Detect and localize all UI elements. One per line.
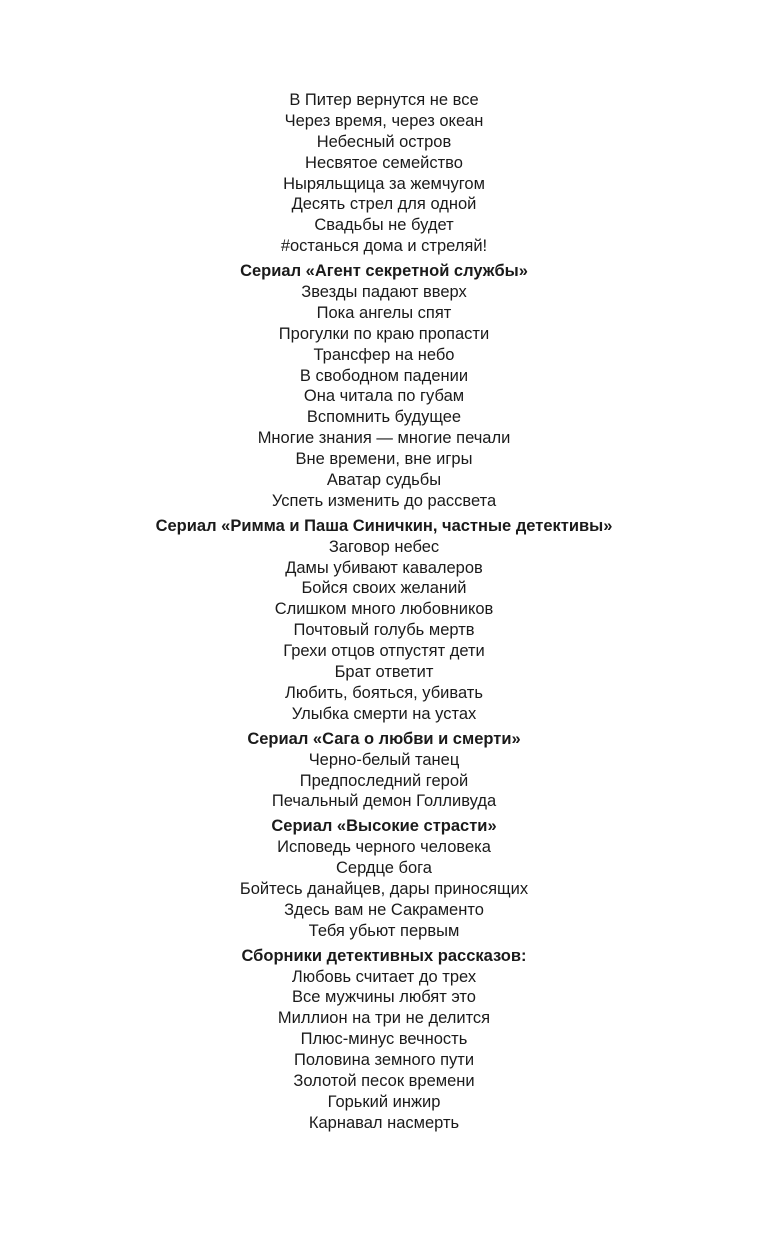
book-title: Дамы убивают кавалеров bbox=[285, 558, 483, 577]
book-title: Многие знания — многие печали bbox=[257, 429, 511, 448]
book-title: Миллион на три не делится bbox=[277, 1009, 491, 1028]
book-title: #останься дома и стреляй! bbox=[280, 237, 488, 256]
book-title: В Питер вернутся не все bbox=[289, 91, 479, 109]
book-title: Карнавал насмерть bbox=[308, 1113, 460, 1132]
book-title: Половина земного пути bbox=[293, 1051, 475, 1070]
book-section bbox=[0, 729, 768, 813]
book-title: Любить, бояться, убивать bbox=[285, 683, 483, 702]
book-title: Исповедь черного человека bbox=[277, 838, 491, 857]
book-title: Прогулки по краю пропасти bbox=[278, 324, 490, 343]
series-heading: Сериал «Римма и Паша Синичкин, частные детективы» bbox=[155, 516, 613, 535]
book-section bbox=[0, 516, 768, 725]
book-title: Здесь вам не Сакраменто bbox=[284, 900, 484, 919]
book-title: Печальный демон Голливуда bbox=[271, 792, 497, 811]
series-heading: Сериал «Агент секретной службы» bbox=[240, 262, 528, 281]
book-title: Свадьбы не будет bbox=[314, 216, 454, 235]
book-title: Вспомнить будущее bbox=[306, 408, 462, 427]
book-title: Трансфер на небо bbox=[313, 345, 455, 364]
book-section bbox=[0, 261, 768, 512]
book-title: Слишком много любовников bbox=[274, 600, 494, 619]
book-title: Горький инжир bbox=[327, 1092, 441, 1111]
book-title: Звезды падают вверх bbox=[301, 283, 467, 302]
book-title: Плюс-минус вечность bbox=[300, 1030, 468, 1049]
book-section bbox=[0, 816, 768, 941]
series-heading: Сборники детективных рассказов: bbox=[241, 946, 527, 965]
book-title: В свободном падении bbox=[299, 366, 469, 385]
book-title: Грехи отцов отпустят дети bbox=[283, 642, 485, 661]
book-title: Она читала по губам bbox=[303, 387, 465, 406]
book-title: Несвятое семейство bbox=[305, 153, 463, 172]
book-title: Бойся своих желаний bbox=[301, 579, 467, 598]
book-title: Вне времени, вне игры bbox=[295, 450, 473, 469]
book-title: Черно-белый танец bbox=[308, 750, 460, 769]
book-title: Почтовый голубь мертв bbox=[293, 621, 475, 640]
book-title: Предпоследний герой bbox=[299, 771, 469, 790]
book-title: Любовь считает до трех bbox=[291, 967, 477, 986]
book-title: Тебя убьют первым bbox=[308, 921, 460, 940]
book-title: Заговор небес bbox=[328, 537, 440, 556]
book-title: Брат ответит bbox=[334, 663, 434, 682]
book-title: Небесный остров bbox=[316, 132, 452, 151]
book-title: Пока ангелы спят bbox=[316, 303, 452, 322]
book-title: Улыбка смерти на устах bbox=[291, 704, 477, 723]
book-title: Ныряльщица за жемчугом bbox=[283, 174, 485, 193]
series-heading: Сериал «Сага о любви и смерти» bbox=[247, 729, 521, 748]
book-title: Сердце бога bbox=[335, 859, 432, 878]
book-title: Десять стрел для одной bbox=[291, 195, 477, 214]
book-title: Бойтесь данайцев, дары приносящих bbox=[239, 879, 529, 898]
book-title: Успеть изменить до рассвета bbox=[271, 491, 497, 510]
book-title: Через время, через океан bbox=[284, 111, 484, 130]
book-title: Аватар судьбы bbox=[326, 471, 442, 490]
series-heading: Сериал «Высокие страсти» bbox=[271, 817, 497, 836]
book-title: Золотой песок времени bbox=[293, 1071, 475, 1090]
book-section bbox=[0, 90, 768, 257]
book-list-page bbox=[0, 90, 768, 1134]
book-section bbox=[0, 946, 768, 1134]
book-title: Все мужчины любят это bbox=[292, 988, 476, 1007]
